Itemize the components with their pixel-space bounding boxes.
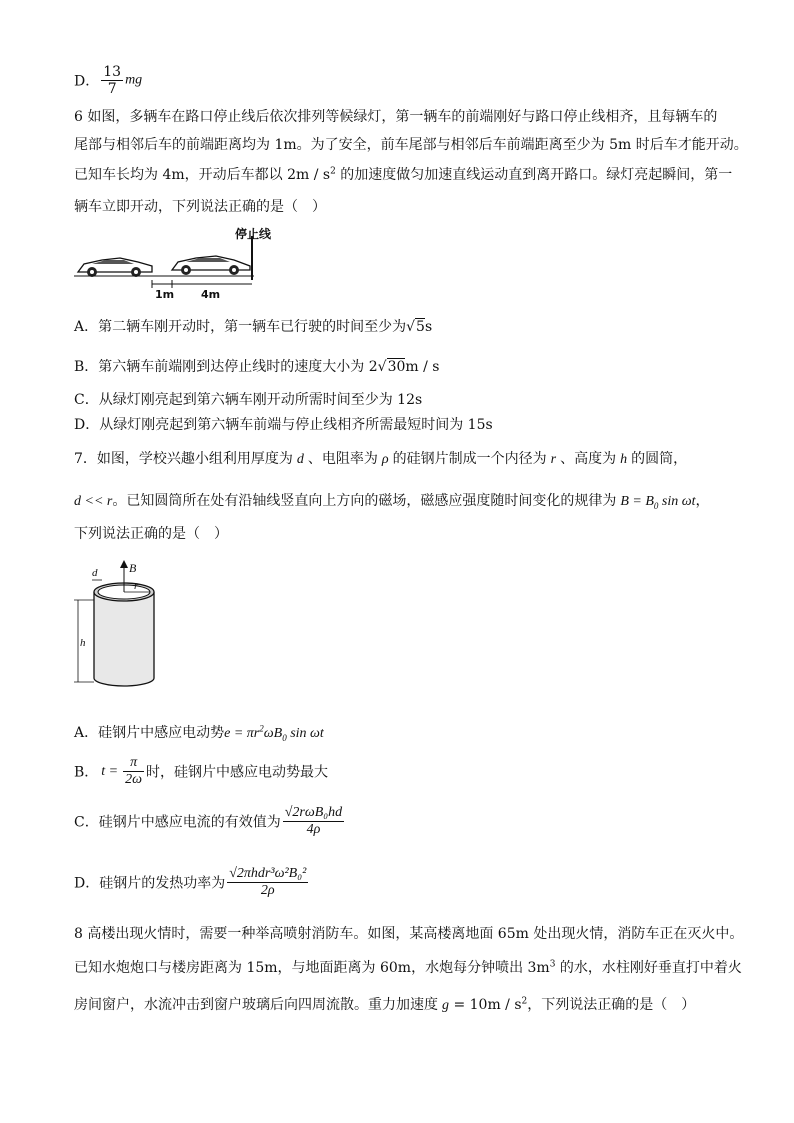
q6-option-b-text: B．第六辆车前端刚到达停止线时的速度大小为 2 (74, 359, 378, 375)
q7-line2-b: 。已知圆筒所在处有沿轴线竖直向上方向的磁场，磁感应强度随时间变化的规律为 (112, 493, 617, 509)
fraction-13-7 (101, 64, 123, 97)
B-label: B (129, 561, 137, 575)
q7-line2-formula (620, 494, 695, 509)
q8-line2-b: 的水，水柱刚好垂直打中着火 (555, 960, 742, 976)
q6-option-c: C．从绿灯刚亮起到第六辆车刚开动所需时间至少为 12s (74, 392, 423, 408)
q5-option-d (74, 64, 142, 97)
q7-h-symbol: h (620, 452, 628, 467)
q7-line1-a: 7．如图，学校兴趣小组利用厚度为 (74, 451, 293, 467)
q6-option-a-text: A．第二辆车刚开动时，第一辆车已行驶的时间至少为 (74, 319, 407, 335)
q7-option-b-text: 时，硅钢片中感应电动势最大 (146, 764, 329, 781)
q7-line1-e: 的圆筒， (631, 451, 688, 467)
q7-option-d-text: D．硅钢片的发热功率为 (74, 875, 226, 892)
q6-option-a (74, 316, 432, 336)
fraction-numerator: 13 (103, 64, 122, 80)
q6-stem-line4: 辆车立即开动，下列说法正确的是（ ） (74, 199, 326, 215)
q6-cars-figure (72, 224, 272, 302)
q7-line2-c-sub: 0 (653, 500, 659, 511)
q7-option-a (74, 722, 324, 743)
q6-option-a-sqrt: √5 (406, 319, 425, 335)
q7-option-c-text: C．硅钢片中感应电流的有效值为 (74, 814, 281, 831)
q7-line2-c-tail: sin ωt (658, 494, 696, 509)
q7-option-d-fraction (227, 866, 308, 899)
q7-option-b (74, 755, 328, 788)
q7-option-d-numerator: √2πhdr³ω²B₀² (229, 866, 307, 881)
d-label: d (92, 567, 98, 579)
q8-stem-line1: 8 高楼出现火情时，需要一种举高喷射消防车。如图，某高楼离地面 65m 处出现火情，消防车正在灭火中。 (74, 926, 744, 942)
q7-option-b-numerator: π (123, 755, 144, 772)
q7-option-d-denominator: 2ρ (260, 883, 275, 898)
q7-d-symbol: d (296, 452, 304, 467)
gap-1m-label: 1m (155, 288, 175, 301)
fraction-denominator: 7 (107, 81, 117, 97)
q6-option-b-sqrt: √30 (377, 359, 406, 375)
q7-stem-line2 (74, 490, 710, 511)
q7-line2-d: ， (695, 493, 710, 509)
cylinder-icon (94, 583, 154, 686)
q8-line3-exp: 2 (521, 996, 528, 1007)
q8-line3-a: 房间窗户，水流冲击到窗户玻璃后向四周流散。重力加速度 (74, 997, 438, 1013)
q7-rho-symbol: ρ (381, 452, 389, 467)
q8-line2-a: 已知水炮炮口与楼房距离为 15m，与地面距离为 60m，水炮每分钟喷出 3m (74, 960, 550, 976)
q6-stem-line2: 尾部与相邻后车的前端距离均为 1m。为了安全，前车尾部与相邻后车前端距离至少为 5m 时后车才能开动。 (74, 137, 748, 153)
q8-line3-b: = 10m / s (449, 997, 522, 1013)
q7-line1-b: 、电阻率为 (307, 451, 378, 467)
q7-option-a-part3: sin ωt (286, 726, 324, 741)
q8-g-symbol: g (442, 998, 449, 1013)
q7-stem-line3: 下列说法正确的是（ ） (74, 526, 228, 542)
car-4m-label: 4m (201, 288, 221, 301)
q6-option-d: D．从绿灯刚亮起到第六辆车前端与停止线相齐所需最短时间为 15s (74, 417, 493, 433)
front-car-icon (172, 256, 250, 275)
q6-line3-exp: 2 (330, 166, 336, 177)
q6-option-b-unit: m / s (405, 359, 440, 375)
h-label: h (80, 637, 86, 649)
q7-option-c-numerator: √2rωB₀hd (284, 805, 343, 820)
q7-option-c-fraction (283, 805, 344, 838)
q7-option-a-text: A．硅钢片中感应电动势 (74, 725, 225, 741)
q7-option-a-formula (224, 723, 324, 743)
q5-option-d-tail: mg (125, 72, 143, 88)
q6-option-a-radicand: 5 (416, 319, 425, 335)
q6-line3-b: 的加速度做匀加速直线运动直到离开路口。绿灯亮起瞬间，第一 (335, 167, 733, 183)
q6-stem-line1: 6 如图，多辆车在路口停止线后依次排列等候绿灯，第一辆车的前端刚好与路口停止线相齐，且每辆车的 (74, 109, 718, 125)
q7-line1-d: 、高度为 (560, 451, 617, 467)
q6-stem-line3 (74, 164, 732, 184)
q7-cylinder-figure (72, 558, 172, 690)
q7-r-symbol: r (550, 452, 557, 467)
q6-line3-a: 已知车长均为 4m，开动后车都以 2m / s (74, 167, 331, 183)
q7-line2-a: d << r (74, 494, 113, 509)
q7-option-c (74, 805, 346, 838)
q6-option-a-unit: s (424, 319, 433, 335)
q8-stem-line3 (74, 994, 695, 1014)
q7-option-b-label: B． (74, 764, 99, 781)
rear-car-icon (78, 258, 152, 277)
q7-option-a-exp: 2 (259, 723, 264, 734)
q6-option-b-radicand: 30 (387, 359, 406, 375)
q7-line2-c: B = B (620, 494, 654, 509)
q7-option-d (74, 866, 310, 899)
q7-option-b-denominator: 2ω (125, 772, 143, 787)
q8-line2-exp: 3 (549, 959, 556, 970)
q7-option-a-part2: ωB (263, 726, 283, 741)
q5-option-d-label: D． (74, 73, 100, 90)
q7-option-a-sub: 0 (282, 732, 287, 743)
q7-stem-line1 (74, 448, 687, 468)
q6-option-b (74, 356, 439, 376)
q7-option-a-part1: e = πr (224, 726, 260, 741)
q7-option-b-fraction (123, 755, 144, 788)
q7-line1-c: 的硅钢片制成一个内径为 (392, 451, 547, 467)
q8-stem-line2 (74, 957, 742, 977)
r-label: r (134, 580, 139, 592)
stop-line-label: 停止线 (235, 227, 272, 241)
q8-line3-c: ，下列说法正确的是（ ） (527, 997, 696, 1013)
q7-option-b-t: t = (101, 763, 119, 779)
q7-option-c-denominator: 4ρ (306, 822, 321, 837)
